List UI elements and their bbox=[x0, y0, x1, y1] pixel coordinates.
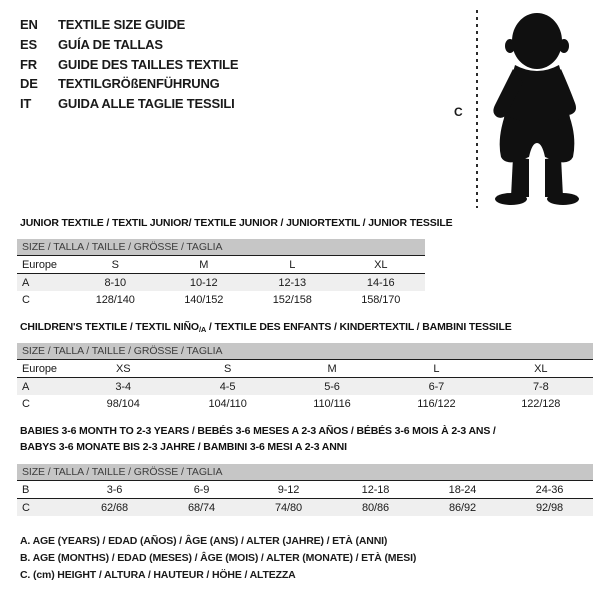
language-row bbox=[20, 94, 238, 114]
height-cell: 98/104 bbox=[106, 397, 140, 410]
section-heading-junior: JUNIOR TEXTILE / TEXTIL JUNIOR/ TEXTILE JUNIOR / JUNIORTEXTIL / JUNIOR TESSILE bbox=[20, 217, 453, 229]
language-row bbox=[20, 15, 238, 35]
size-cell: XL bbox=[534, 362, 548, 375]
language-title-list bbox=[20, 15, 238, 113]
heading-line-2: BABYS 3-6 MONATE BIS 2-3 JAHRE / BAMBINI 3-6 MESI A 2-3 ANNI bbox=[20, 441, 347, 453]
baby-silhouette bbox=[487, 8, 587, 210]
age-cell: 6-7 bbox=[428, 380, 445, 393]
height-cell: 128/140 bbox=[95, 293, 135, 306]
table-row bbox=[17, 480, 593, 498]
size-cell: L bbox=[289, 258, 296, 271]
age-cell: 10-12 bbox=[189, 276, 218, 289]
size-bar: SIZE / TALLA / TAILLE / GRÖSSE / TAGLIA bbox=[17, 464, 593, 480]
size-cell: XL bbox=[374, 258, 388, 271]
age-cell: 12-13 bbox=[278, 276, 307, 289]
section-heading-children bbox=[20, 321, 512, 333]
legend-note-b: B. AGE (MONTHS) / EDAD (MESES) / ÂGE (MOIS) / ALTER (MONATE) / ETÀ (MESI) bbox=[20, 552, 417, 565]
months-cell: 9-12 bbox=[277, 483, 300, 496]
age-cell: 4-5 bbox=[219, 380, 236, 393]
table-row bbox=[17, 255, 425, 273]
size-cell: M bbox=[199, 258, 209, 271]
size-cell: S bbox=[223, 362, 232, 375]
language-title: TEXTILGRÖßENFÜHRUNG bbox=[58, 76, 220, 92]
height-cell: 62/68 bbox=[100, 501, 129, 514]
heading-text: / TEXTILE DES ENFANTS / KINDERTEXTIL / BAMBINI TESSILE bbox=[206, 321, 512, 333]
months-cell: 18-24 bbox=[448, 483, 477, 496]
height-cell: 92/98 bbox=[535, 501, 564, 514]
language-code: IT bbox=[20, 96, 32, 112]
heading-subscript: /A bbox=[198, 325, 207, 334]
row-label: Europe bbox=[22, 362, 57, 375]
heading-text: CHILDREN'S TEXTILE / TEXTIL NIÑO bbox=[20, 321, 199, 333]
height-cell: 86/92 bbox=[448, 501, 477, 514]
height-cell: 122/128 bbox=[521, 397, 561, 410]
height-cell: 68/74 bbox=[187, 501, 216, 514]
months-cell: 12-18 bbox=[361, 483, 390, 496]
months-cell: 24-36 bbox=[535, 483, 564, 496]
age-cell: 3-4 bbox=[115, 380, 131, 393]
height-cell: 110/116 bbox=[313, 397, 351, 410]
age-cell: 7-8 bbox=[532, 380, 549, 393]
language-title: GUIDE DES TAILLES TEXTILE bbox=[58, 56, 239, 72]
heading-line-1: BABIES 3-6 MONTH TO 2-3 YEARS / BEBÉS 3-6 MESES A 2-3 AÑOS / BÉBÉS 3-6 MOIS À 2-3 ANS / bbox=[20, 425, 496, 437]
months-cell: 6-9 bbox=[193, 483, 210, 496]
language-code: DE bbox=[20, 76, 38, 92]
table-row bbox=[17, 273, 425, 291]
size-bar: SIZE / TALLA / TAILLE / GRÖSSE / TAGLIA bbox=[17, 239, 425, 255]
row-label: B bbox=[22, 483, 30, 496]
table-row bbox=[17, 377, 593, 395]
height-cell: 104/110 bbox=[208, 397, 247, 410]
language-title: TEXTILE SIZE GUIDE bbox=[58, 17, 186, 33]
months-cell: 3-6 bbox=[106, 483, 123, 496]
row-label: C bbox=[22, 293, 30, 306]
table-row bbox=[17, 395, 593, 412]
size-cell: S bbox=[111, 258, 119, 271]
language-title: GUÍA DE TALLAS bbox=[58, 37, 163, 53]
language-row bbox=[20, 35, 238, 55]
section-heading-babies bbox=[20, 423, 496, 455]
table-row bbox=[17, 359, 593, 377]
height-cell: 152/158 bbox=[272, 293, 312, 306]
size-cell: L bbox=[433, 362, 440, 375]
language-code: EN bbox=[20, 17, 38, 33]
height-cell: 158/170 bbox=[361, 293, 401, 306]
height-cell: 116/122 bbox=[417, 397, 456, 410]
age-cell: 8-10 bbox=[104, 276, 127, 289]
size-bar: SIZE / TALLA / TAILLE / GRÖSSE / TAGLIA bbox=[17, 343, 593, 359]
size-cell: XS bbox=[115, 362, 131, 375]
height-cell: 80/86 bbox=[361, 501, 390, 514]
language-title: GUIDA ALLE TAGLIE TESSILI bbox=[58, 96, 235, 112]
legend-note-c: C. (cm) HEIGHT / ALTURA / HAUTEUR / HÖHE / ALTEZZA bbox=[20, 569, 296, 582]
language-row bbox=[20, 54, 238, 74]
age-cell: 14-16 bbox=[366, 276, 395, 289]
size-cell: M bbox=[327, 362, 337, 375]
height-measure-label: C bbox=[454, 105, 463, 119]
language-code: FR bbox=[20, 56, 37, 72]
language-code: ES bbox=[20, 37, 37, 53]
table-row bbox=[17, 291, 425, 308]
language-row bbox=[20, 74, 238, 94]
row-label: A bbox=[22, 380, 30, 393]
legend-notes bbox=[20, 533, 416, 585]
legend-note-a: A. AGE (YEARS) / EDAD (AÑOS) / ÂGE (ANS) / ALTER (JAHRE) / ETÀ (ANNI) bbox=[20, 535, 388, 547]
junior-size-table bbox=[17, 239, 425, 308]
height-measure-line bbox=[476, 10, 478, 208]
age-cell: 5-6 bbox=[324, 380, 340, 393]
row-label: Europe bbox=[22, 258, 57, 271]
children-size-table bbox=[17, 343, 593, 412]
row-label: C bbox=[22, 397, 30, 410]
height-cell: 74/80 bbox=[274, 501, 303, 514]
babies-size-table bbox=[17, 464, 593, 516]
row-label: C bbox=[22, 501, 30, 514]
row-label: A bbox=[22, 276, 30, 289]
table-row bbox=[17, 498, 593, 516]
height-cell: 140/152 bbox=[184, 293, 224, 306]
